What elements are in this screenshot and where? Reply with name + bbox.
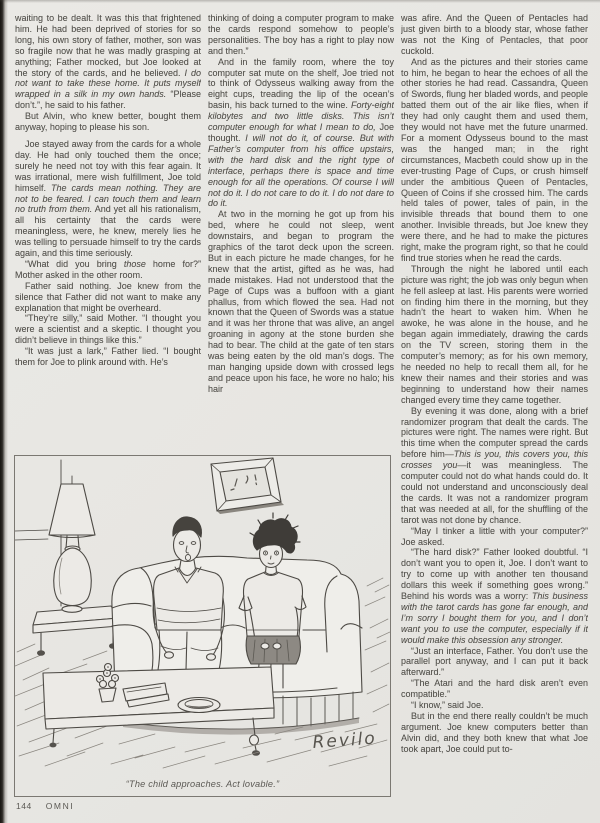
paragraph: “It was just a lark,” Father lied. “I bought them for Joe to plink around with. He’s — [15, 346, 201, 368]
illustration-drawing — [15, 456, 390, 771]
paragraph: Joe stayed away from the cards for a whole day. He had only touched them the once; surely he need not toy with this fear again. It was irrational, mere wish fulfillment, Joe told himself. The cards mean nothing. They are not to be feared. I can touch them and learn no truth from them. And yet all his rationalism, all his certainty that the cards were meaningless, were, he knew, merely lies he was telling to persuade himself to try the cards again, and this time seriously. — [15, 138, 201, 259]
paragraph: thinking of doing a computer program to make the cards respond somehow to people’s personalities. The boy has a right to play now and then.” — [208, 13, 394, 56]
illustration-caption: “The child approaches. Act lovable.” — [125, 779, 280, 789]
paragraph: And in the family room, where the toy computer sat mute on the shelf, Joe tried not to think of Odysseus walking away from the eight cups, treading the lip of the ocean’s basin, his back turned to the wine. Forty-eight kilobytes and two little disks. This isn’t computer enough for what I mean to do, Joe thought. I will not do it, of course. But with Father’s computer from his office upstairs, with the hard disk and the right type of interface, perhaps there is space and time enough for all the operations. Of course I will not do it. I do not care to do it. I do not dare to do it. — [208, 56, 394, 209]
text-column-3 — [401, 13, 588, 810]
coffee-table — [43, 667, 274, 756]
paragraph: “What did you bring those home for?” Mother asked in the other room. — [15, 258, 201, 280]
paragraph: “They’re silly,” said Mother. “I thought you were a scientist and a skeptic. I thought you didn’t believe in things like this.” — [15, 313, 201, 346]
paragraph: And as the pictures and their stories came to him, he began to hear the echoes of all the other stories he had read. Cassandra, Queen of Swords, flung her bladed words, and people batted them out of the air like flies, when if they had only caught them and used them, they would not have met the future unarmed. For a moment Odysseus bound to the mast was the hanged man; in the right circumstances, Macbeth could show up in the ever-trusting Page of Cups, or crush himself under the ambitious Queen of Pentacles, Queen of Coins if she crossed him. The cards held tales of power, tales of pain, in the invisible threads that bound them to one another. Invisible threads, but Joe knew they were there, and he had to make the pictures right, make the program right, so that he could find true stories when he read the cards. — [401, 56, 588, 263]
paragraph: was afire. And the Queen of Pentacles had just given birth to a bloody star, whose father was not the King of Pentacles, that poor cuckold. — [401, 13, 588, 56]
picture-frame — [211, 458, 284, 514]
illustration-box — [14, 455, 391, 797]
paragraph: “May I tinker a little with your computer?” Joe asked. — [401, 525, 588, 547]
text-column-2 — [208, 13, 394, 451]
side-table — [33, 606, 119, 656]
paragraph: “Just an interface, Father. You don’t use the parallel port anyway, and I can put it back afterward.” — [401, 645, 588, 678]
footer-page-number: 144 — [16, 801, 32, 811]
paragraph: Through the night he labored until each picture was right; the job was only begun when he fell asleep at last. His parents were worried on finding him there in the morning, but they hadn’t the heart to waken him. When he awoke, he was alone in the house, and he began again immediately, drawing the cards on the TV screen, storing them in the computer’s memory; as for his own memory, he needed no help to recall them all, for he knew their names and their stories and was beginning to understand how their names changed every time they came together. — [401, 263, 588, 405]
ashtray — [178, 698, 220, 713]
paragraph: But in the end there really couldn’t be much argument. Joe knew computers better than Alvin did, and they both knew that what Joe took apart, Joe could put to- — [401, 711, 588, 754]
table-lamp — [49, 476, 95, 612]
paragraph: “The hard disk?” Father looked doubtful. “I don’t want you to open it, Joe. I don’t want to try to come up with another ten thousand dollars this week if something goes wrong.” Behind his words was a worry: This business with the tarot cards has gone far enough, and I’m sorry I bought them for you, and I don’t want you to use the computer, especially if it would make this obsession any stronger. — [401, 547, 588, 645]
paragraph: “The Atari and the hard disk aren’t even compatible.” — [401, 678, 588, 700]
paragraph: By evening it was done, along with a brief randomizer program that dealt the cards. The pictures were right. The names were right. But this time when the computer spread the cards before him—This is you, this covers you, this crosses you—it was meaningless. The computer could not do what hands could do. It could not understand and unconsciously deal the cards. It was not a randomizer program that was needed at all, for the shuffling of the tarot was not done by chance. — [401, 405, 588, 525]
scan-edge-left — [0, 0, 8, 823]
scan-edge-top — [0, 0, 600, 3]
paragraph: Father said nothing. Joe knew from the silence that Father did not want to make any explanation that might be overheard. — [15, 280, 201, 313]
paragraph: waiting to be dealt. It was this that frightened him. He had been deprived of stories for so long, his own story of father, mother, son was so fragile now that he was madly grasping at anything; Father mocked, but Joe looked at the story of the cards, and he believed. I do not want to take these home. It puts myself wrapped in a silk in my own hands. “Please don’t.”, he said to his father. — [15, 13, 201, 111]
footer-magazine-name: OMNI — [45, 801, 75, 811]
artist-signature: Revilo — [311, 728, 378, 753]
paragraph: At two in the morning he got up from his bed, where he could not sleep, went downstairs, and began to program the graphics of the tarot deck upon the screen. But in each picture he made changes, for he knew that the artist, gifted as he was, had made mistakes. Had not understood that the Page of Cups was a buffoon with a giant phallus, from which flowed the sea. Had not known that the Queen of Swords was a statue and it was her throne that was alive, an angel groaning in agony at the stone burden she had to bear. The child at the gate of ten stars was being eaten by the old man’s dogs. The man hanging upside down with crossed legs and peace upon his face, he wore no halo; his hair — [208, 209, 394, 394]
text-column-1 — [15, 13, 201, 451]
page-footer — [16, 801, 74, 811]
paragraph: But Alvin, who knew better, bought them anyway, hoping to please his son. — [15, 111, 201, 133]
paragraph: “I know,” said Joe. — [411, 700, 484, 711]
